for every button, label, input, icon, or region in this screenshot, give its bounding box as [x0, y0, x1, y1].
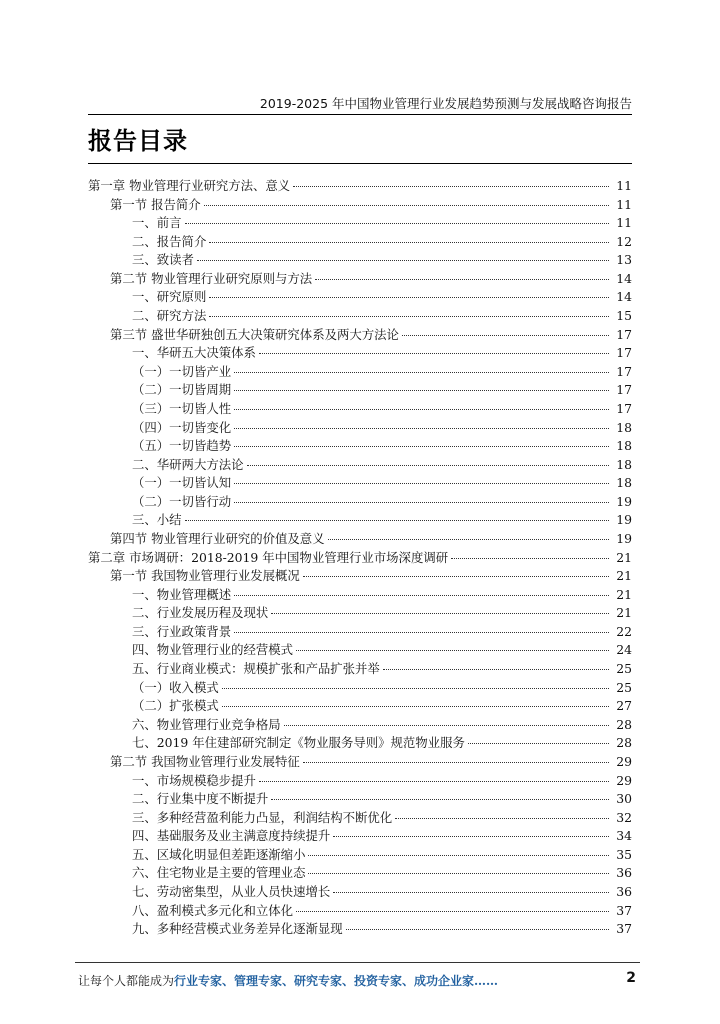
- toc-entry-page: 18: [616, 456, 632, 472]
- toc-entry-page: 19: [616, 512, 632, 528]
- toc-entry-page: 15: [616, 308, 632, 324]
- toc-dot-leader: [222, 706, 609, 707]
- toc-entry[interactable]: [88, 307, 632, 326]
- toc-entry-label: 七、劳动密集型，从业人员快速增长: [132, 883, 331, 899]
- toc-dot-leader: [451, 558, 609, 559]
- toc-dot-leader: [303, 762, 609, 763]
- toc-entry[interactable]: [88, 641, 632, 660]
- toc-entry-page: 17: [616, 382, 632, 398]
- page-number: 2: [626, 970, 636, 986]
- toc-entry-page: 25: [616, 661, 632, 677]
- toc-entry[interactable]: [88, 883, 632, 902]
- title-divider: [88, 163, 632, 164]
- toc-dot-leader: [234, 409, 609, 410]
- toc-entry-label: 一、前言: [132, 215, 182, 231]
- toc-entry-page: 21: [616, 605, 632, 621]
- toc-entry-page: 21: [616, 586, 632, 602]
- toc-dot-leader: [346, 929, 609, 930]
- toc-entry[interactable]: [88, 381, 632, 400]
- toc-entry[interactable]: [88, 177, 632, 196]
- toc-entry[interactable]: [88, 549, 632, 568]
- toc-dot-leader: [222, 688, 609, 689]
- toc-entry-label: 二、行业发展历程及现状: [132, 605, 269, 621]
- toc-entry-label: （四）一切皆变化: [132, 419, 232, 435]
- toc-entry-page: 19: [616, 530, 632, 546]
- toc-entry-page: 14: [616, 289, 632, 305]
- toc-dot-leader: [333, 892, 609, 893]
- toc-entry[interactable]: [88, 809, 632, 828]
- toc-entry[interactable]: [88, 400, 632, 419]
- toc-entry[interactable]: [88, 660, 632, 679]
- toc-entry-label: 第一节 报告简介: [110, 196, 201, 212]
- toc-entry[interactable]: [88, 716, 632, 735]
- toc-entry-label: 第二节 我国物业管理行业发展特征: [110, 753, 300, 769]
- toc-entry[interactable]: [88, 902, 632, 921]
- toc-entry-label: 第二章 市场调研：2018-2019 年中国物业管理行业市场深度调研: [88, 549, 449, 565]
- toc-entry[interactable]: [88, 827, 632, 846]
- toc-entry[interactable]: [88, 567, 632, 586]
- toc-entry-page: 19: [616, 493, 632, 509]
- toc-dot-leader: [303, 576, 609, 577]
- toc-entry[interactable]: [88, 511, 632, 530]
- toc-entry-page: 11: [616, 196, 632, 212]
- header-divider: [88, 114, 632, 115]
- toc-entry-page: 21: [616, 568, 632, 584]
- toc-dot-leader: [185, 520, 609, 521]
- toc-entry-page: 13: [616, 252, 632, 268]
- toc-entry-label: 二、研究方法: [132, 308, 207, 324]
- toc-entry-label: 第一节 我国物业管理行业发展概况: [110, 568, 300, 584]
- toc-entry-label: 五、行业商业模式：规模扩张和产品扩张并举: [132, 661, 380, 677]
- toc-entry-label: （一）收入模式: [132, 679, 219, 695]
- toc-entry-label: 一、市场规模稳步提升: [132, 772, 256, 788]
- toc-dot-leader: [284, 725, 609, 726]
- toc-dot-leader: [293, 186, 609, 187]
- footer-divider: [75, 962, 640, 963]
- toc-entry[interactable]: [88, 530, 632, 549]
- toc-entry[interactable]: [88, 326, 632, 345]
- toc-entry-label: 七、2019 年住建部研究制定《物业服务导则》规范物业服务: [132, 735, 465, 751]
- toc-dot-leader: [197, 260, 609, 261]
- toc-entry[interactable]: [88, 437, 632, 456]
- toc-entry[interactable]: [88, 920, 632, 939]
- page-title: 报告目录: [88, 127, 188, 155]
- toc-entry[interactable]: [88, 623, 632, 642]
- toc-entry[interactable]: [88, 288, 632, 307]
- toc-entry-label: 四、基础服务及业主满意度持续提升: [132, 828, 331, 844]
- toc-dot-leader: [308, 873, 609, 874]
- toc-entry-page: 22: [616, 623, 632, 639]
- footer-slogan: [78, 972, 498, 989]
- toc-dot-leader: [234, 483, 609, 484]
- toc-dot-leader: [234, 372, 609, 373]
- toc-entry-label: 三、行业政策背景: [132, 623, 232, 639]
- toc-entry-page: 29: [616, 772, 632, 788]
- table-of-contents: [88, 177, 632, 939]
- toc-entry-label: （二）一切皆行动: [132, 493, 232, 509]
- toc-entry-page: 17: [616, 363, 632, 379]
- toc-entry-label: 第二节 物业管理行业研究原则与方法: [110, 270, 313, 286]
- toc-entry[interactable]: [88, 270, 632, 289]
- toc-entry-page: 28: [616, 735, 632, 751]
- toc-entry[interactable]: [88, 604, 632, 623]
- toc-entry-page: 21: [616, 549, 632, 565]
- toc-entry-page: 34: [616, 828, 632, 844]
- toc-entry-label: 三、致读者: [132, 252, 194, 268]
- toc-entry[interactable]: [88, 344, 632, 363]
- footer-slogan-lead: 让每个人都能成为: [78, 974, 175, 988]
- toc-entry-page: 25: [616, 679, 632, 695]
- toc-entry-label: 一、物业管理概述: [132, 586, 232, 602]
- toc-entry-label: 五、区域化明显但差距逐渐缩小: [132, 846, 306, 862]
- toc-entry-page: 27: [616, 698, 632, 714]
- toc-entry[interactable]: [88, 772, 632, 791]
- toc-dot-leader: [296, 911, 609, 912]
- toc-entry-label: 二、华研两大方法论: [132, 456, 244, 472]
- toc-entry-label: （一）一切皆产业: [132, 363, 232, 379]
- toc-entry-page: 11: [616, 178, 632, 193]
- toc-entry[interactable]: [88, 846, 632, 865]
- toc-entry-label: 第四节 物业管理行业研究的价值及意义: [110, 530, 325, 546]
- toc-entry-page: 11: [616, 215, 632, 231]
- toc-entry-label: 三、多种经营盈利能力凸显，利润结构不断优化: [132, 809, 393, 825]
- toc-entry-page: 28: [616, 716, 632, 732]
- toc-entry-label: 一、研究原则: [132, 289, 207, 305]
- toc-entry[interactable]: [88, 363, 632, 382]
- toc-entry-label: 第三节 盛世华研独创五大决策研究体系及两大方法论: [110, 326, 399, 342]
- toc-entry-label: （二）扩张模式: [132, 698, 219, 714]
- toc-dot-leader: [247, 465, 609, 466]
- toc-dot-leader: [234, 390, 609, 391]
- toc-entry-page: 29: [616, 753, 632, 769]
- toc-entry[interactable]: [88, 456, 632, 475]
- toc-dot-leader: [468, 743, 609, 744]
- toc-entry-label: 六、住宅物业是主要的管理业态: [132, 865, 306, 881]
- toc-dot-leader: [234, 428, 609, 429]
- toc-dot-leader: [395, 818, 609, 819]
- toc-entry-label: 八、盈利模式多元化和立体化: [132, 902, 294, 918]
- toc-entry-page: 37: [616, 921, 632, 937]
- toc-entry-page: 32: [616, 809, 632, 825]
- toc-entry[interactable]: [88, 697, 632, 716]
- toc-entry-label: 二、行业集中度不断提升: [132, 791, 269, 807]
- toc-entry-page: 36: [616, 865, 632, 881]
- toc-entry-page: 18: [616, 475, 632, 491]
- toc-entry[interactable]: [88, 474, 632, 493]
- toc-dot-leader: [271, 613, 609, 614]
- toc-entry-label: （五）一切皆趋势: [132, 438, 232, 454]
- toc-entry-page: 35: [616, 846, 632, 862]
- toc-dot-leader: [271, 799, 609, 800]
- toc-dot-leader: [209, 316, 609, 317]
- toc-dot-leader: [234, 502, 609, 503]
- toc-entry-page: 36: [616, 883, 632, 899]
- toc-entry[interactable]: [88, 586, 632, 605]
- toc-entry[interactable]: [88, 419, 632, 438]
- toc-entry-label: 二、报告简介: [132, 233, 207, 249]
- toc-dot-leader: [234, 632, 609, 633]
- toc-entry-label: （三）一切皆人性: [132, 400, 232, 416]
- toc-dot-leader: [328, 539, 609, 540]
- toc-dot-leader: [333, 836, 609, 837]
- toc-dot-leader: [259, 353, 609, 354]
- toc-entry-label: （一）一切皆认知: [132, 475, 232, 491]
- toc-dot-leader: [296, 650, 609, 651]
- toc-entry[interactable]: [88, 864, 632, 883]
- toc-dot-leader: [209, 297, 609, 298]
- toc-entry-page: 24: [616, 642, 632, 658]
- toc-entry-page: 17: [616, 326, 632, 342]
- toc-entry[interactable]: [88, 196, 632, 215]
- toc-dot-leader: [204, 205, 609, 206]
- toc-dot-leader: [209, 242, 609, 243]
- toc-entry-label: （二）一切皆周期: [132, 382, 232, 398]
- toc-entry-label: 三、小结: [132, 512, 182, 528]
- toc-dot-leader: [402, 335, 609, 336]
- toc-entry[interactable]: [88, 790, 632, 809]
- toc-entry[interactable]: [88, 214, 632, 233]
- toc-entry-page: 30: [616, 791, 632, 807]
- toc-entry[interactable]: [88, 679, 632, 698]
- toc-entry-page: 18: [616, 419, 632, 435]
- toc-entry-page: 14: [616, 270, 632, 286]
- report-header-title: 2019-2025 年中国物业管理行业发展趋势预测与发展战略咨询报告: [259, 96, 632, 111]
- toc-dot-leader: [234, 446, 609, 447]
- toc-dot-leader: [383, 669, 609, 670]
- toc-entry-label: 四、物业管理行业的经营模式: [132, 642, 294, 658]
- toc-entry[interactable]: [88, 753, 632, 772]
- toc-dot-leader: [185, 223, 609, 224]
- toc-entry[interactable]: [88, 233, 632, 252]
- toc-entry-label: 一、华研五大决策体系: [132, 345, 256, 361]
- toc-entry-page: 37: [616, 902, 632, 918]
- toc-entry-page: 12: [616, 233, 632, 249]
- toc-entry-label: 第一章 物业管理行业研究方法、意义: [88, 178, 291, 193]
- toc-entry-page: 18: [616, 438, 632, 454]
- footer-slogan-highlight: 行业专家、管理专家、研究专家、投资专家、成功企业家……: [174, 974, 499, 988]
- toc-entry[interactable]: [88, 734, 632, 753]
- toc-dot-leader: [259, 781, 609, 782]
- toc-dot-leader: [308, 855, 609, 856]
- toc-dot-leader: [234, 595, 609, 596]
- toc-entry-label: 六、物业管理行业竞争格局: [132, 716, 281, 732]
- toc-entry-page: 17: [616, 400, 632, 416]
- toc-dot-leader: [315, 279, 609, 280]
- toc-entry-page: 17: [616, 345, 632, 361]
- toc-entry[interactable]: [88, 493, 632, 512]
- toc-entry-label: 九、多种经营模式业务差异化逐渐显现: [132, 921, 343, 937]
- toc-entry[interactable]: [88, 251, 632, 270]
